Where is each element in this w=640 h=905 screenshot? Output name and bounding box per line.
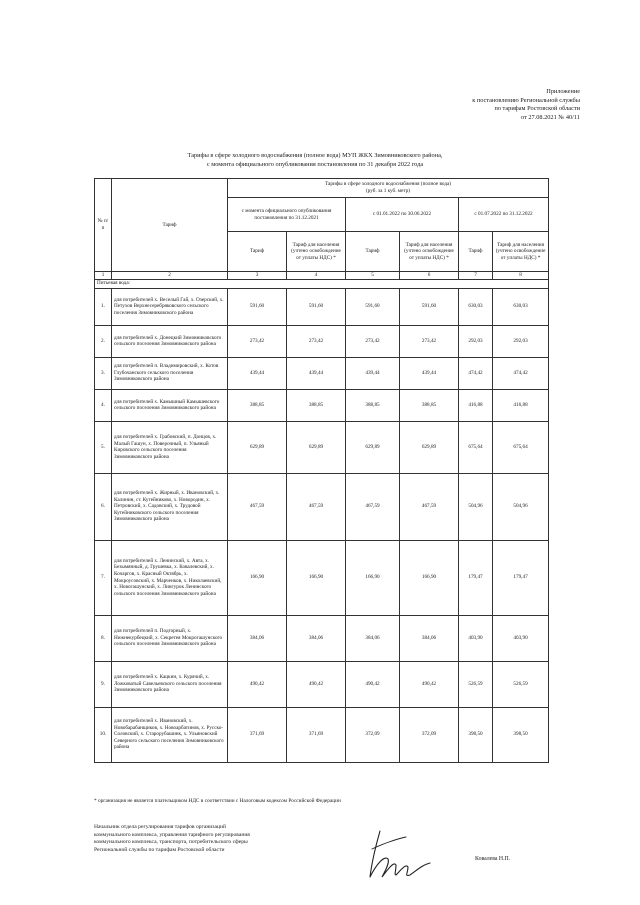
tariff-value: 591,60 — [400, 288, 459, 325]
col-index: 1 — [95, 272, 112, 280]
table-row — [95, 540, 549, 615]
tariff-value: 388,85 — [228, 389, 287, 421]
header-population-3: Тариф для населения (учтено освобождение от уплаты НДС) * — [493, 232, 549, 272]
table-body — [95, 288, 549, 762]
tariff-value: 490,42 — [228, 661, 287, 707]
row-description: для потребителей х. Жирный, х. Ивановский, х. Калинин, ст. Кутейниково, х. Новородин, х. Петровский, х. Садовский, х. Трудовой Кутейниковского сельского поселения Зимовниковского района — [112, 473, 228, 540]
tariff-value: 384,06 — [346, 615, 400, 661]
tariff-value: 273,42 — [400, 325, 459, 357]
tariff-value: 504,96 — [459, 473, 493, 540]
position-line: коммунального комплекса, транспорта, потребительского сферы — [94, 839, 248, 846]
header-group-title: Тарифы в сфере холодного водоснабжения (полное вода) — [325, 181, 452, 188]
row-number: 2. — [95, 325, 112, 357]
tariff-value: 467,59 — [287, 473, 346, 540]
tariff-value: 490,42 — [346, 661, 400, 707]
row-number: 10. — [95, 707, 112, 762]
row-number: 9. — [95, 661, 112, 707]
tariff-value: 388,85 — [400, 389, 459, 421]
footnote: * организация не является плательщиком НДС в соответствии с Налоговым кодексом Российской Федерации — [94, 798, 341, 804]
tariff-value: 490,42 — [400, 661, 459, 707]
position-line: Начальник отдела регулирования тарифов организаций — [94, 824, 226, 830]
table-row — [95, 661, 549, 707]
tariff-value: 292,03 — [493, 325, 549, 357]
position-line: коммунального комплекса, управления тарифного регулирования — [94, 831, 250, 838]
tariff-value: 179,47 — [493, 540, 549, 615]
col-index: 8 — [493, 272, 549, 280]
handwritten-signature — [366, 825, 436, 883]
section-label: Питьевая вода: — [95, 279, 549, 288]
tariff-value: 474,42 — [459, 357, 493, 389]
table-row — [95, 357, 549, 389]
tariff-value: 504,96 — [493, 473, 549, 540]
col-index: 5 — [346, 272, 400, 280]
header-tariff-2: Тариф — [346, 232, 400, 272]
col-index: 4 — [287, 272, 346, 280]
tariff-value: 630,03 — [493, 288, 549, 325]
tariff-value: 526,59 — [459, 661, 493, 707]
title-line-1: Тарифы в сфере холодного водоснабжения (полное вода) МУП ЖКХ Зимовниковского района, — [187, 152, 443, 159]
row-description: для потребителей х. Донецкий Зимовниковского сельского поселения Зимовниковского района — [112, 325, 228, 357]
col-index: 2 — [112, 272, 228, 280]
tariff-value: 398,50 — [493, 707, 549, 762]
signatory-name: Ковалева Н.П. — [475, 856, 511, 862]
row-description: для потребителей х. Веселый Гай, х. Озерский, х. Петухов Верхнесеребряковского сельского поселения Зимовниковского района — [112, 288, 228, 325]
header-period-3: с 01.07.2022 по 31.12.2022 — [459, 198, 549, 232]
row-description: для потребителей х. Ивановский, х. Новобарабанщиков, х. Новоарбатинов, х. Русско-Соловский, х. Старорубашинк, х. Ульяновский Северного сельского поселения Зимовниковского района — [112, 707, 228, 762]
tariff-value: 388,85 — [346, 389, 400, 421]
tariff-value: 630,03 — [459, 288, 493, 325]
col-index: 3 — [228, 272, 287, 280]
header-number: № п/п — [95, 179, 112, 272]
tariff-value: 591,60 — [287, 288, 346, 325]
header-tariff: Тариф — [112, 179, 228, 272]
tariff-value: 629,89 — [400, 421, 459, 473]
tariff-table — [94, 178, 549, 763]
row-number: 8. — [95, 615, 112, 661]
tariff-value: 416,88 — [493, 389, 549, 421]
document-title — [95, 152, 535, 170]
position-line: Региональной службы по тарифам Ростовской области — [94, 846, 225, 853]
row-number: 4. — [95, 389, 112, 421]
tariff-value: 467,59 — [400, 473, 459, 540]
tariff-value: 629,89 — [228, 421, 287, 473]
header-tariff-3: Тариф — [459, 232, 493, 272]
tariff-value: 166,90 — [346, 540, 400, 615]
table-row — [95, 389, 549, 421]
tariff-value: 273,42 — [228, 325, 287, 357]
table-row — [95, 473, 549, 540]
tariff-value: 467,59 — [346, 473, 400, 540]
row-description: для потребителей х. Камышный Камышевского сельского поселения Зимовниковского района — [112, 389, 228, 421]
tariff-value: 403,90 — [493, 615, 549, 661]
tariff-value: 629,89 — [287, 421, 346, 473]
tariff-value: 292,03 — [459, 325, 493, 357]
tariff-value: 439,44 — [400, 357, 459, 389]
tariff-value: 403,90 — [459, 615, 493, 661]
appendix-block — [472, 88, 580, 122]
appendix-line: Приложение — [546, 88, 580, 95]
title-line-2: с момента официального опубликования постановления по 31 декабря 2022 года — [206, 160, 424, 168]
tariff-value: 439,44 — [287, 357, 346, 389]
row-number: 3. — [95, 357, 112, 389]
row-description: для потребителей п. Подгорный, х. Нижнекурбецкий, х. Секретея Мокрогашунского сельского поселения Зимовниковского района — [112, 615, 228, 661]
tariff-value: 166,90 — [228, 540, 287, 615]
tariff-value: 526,59 — [493, 661, 549, 707]
col-index: 6 — [400, 272, 459, 280]
row-description: для потребителей х. Кацкин, х. Курячий, х. Ложковатый Савельевского сельского поселения Зимовниковского района — [112, 661, 228, 707]
row-number: 1. — [95, 288, 112, 325]
table-row — [95, 325, 549, 357]
tariff-value: 474,42 — [493, 357, 549, 389]
tariff-value: 166,90 — [287, 540, 346, 615]
tariff-value: 384,06 — [228, 615, 287, 661]
tariff-value: 384,06 — [287, 615, 346, 661]
tariff-value: 384,06 — [400, 615, 459, 661]
appendix-line: по тарифам Ростовской области — [494, 105, 580, 113]
tariff-value: 371,69 — [228, 707, 287, 762]
tariff-value: 439,44 — [228, 357, 287, 389]
header-tariff-1: Тариф — [228, 232, 287, 272]
row-number: 6. — [95, 473, 112, 540]
row-description: для потребителей х. Грабовский, п. Донцов, х. Малый Гашун, х. Поверочный, п. Ульяный Кировского сельского поселения Зимовниковского района — [112, 421, 228, 473]
appendix-line: к постановлению Региональной службы — [472, 96, 580, 104]
tariff-value: 388,85 — [287, 389, 346, 421]
tariff-value: 372,09 — [400, 707, 459, 762]
row-description: для потребителей п. Владимировский, х. Котов Глубочанского сельского поселения Зимовниковского района — [112, 357, 228, 389]
tariff-value: 273,42 — [287, 325, 346, 357]
header-period-2: с 01.01.2022 по 30.06.2022 — [346, 198, 459, 232]
table-row — [95, 707, 549, 762]
table-row — [95, 288, 549, 325]
row-description: для потребителей х. Ленинский, х. Авта, х. Безымянный, д. Грушевка, х. Ковалевский, х. Кочаргов, х. Красный Октябрь, х. Мокроусовский, х. Марченков, х. Николаевский, х. Новогашунский, х. Лингурок Ленинского сельского поселения Зимовниковского района — [112, 540, 228, 615]
header-group — [228, 179, 549, 198]
col-index: 7 — [459, 272, 493, 280]
tariff-value: 179,47 — [459, 540, 493, 615]
tariff-value: 591,60 — [228, 288, 287, 325]
tariff-value: 490,42 — [287, 661, 346, 707]
header-period-1: с момента официального опубликования постановления по 31.12.2021 — [228, 198, 346, 232]
tariff-value: 398,50 — [459, 707, 493, 762]
tariff-value: 675,64 — [459, 421, 493, 473]
tariff-value: 675,64 — [493, 421, 549, 473]
tariff-value: 416,88 — [459, 389, 493, 421]
tariff-value: 371,69 — [287, 707, 346, 762]
tariff-value: 629,89 — [346, 421, 400, 473]
header-population-1: Тариф для населения (учтено освобождение от уплаты НДС) * — [287, 232, 346, 272]
table-row — [95, 421, 549, 473]
header-population-2: Тариф для населения (учтено освобождение от уплаты НДС) * — [400, 232, 459, 272]
signatory-position — [94, 824, 314, 854]
tariff-value: 467,59 — [228, 473, 287, 540]
row-number: 5. — [95, 421, 112, 473]
tariff-value: 166,90 — [400, 540, 459, 615]
table-row — [95, 615, 549, 661]
tariff-value: 372,09 — [346, 707, 400, 762]
row-number: 7. — [95, 540, 112, 615]
tariff-value: 591,60 — [346, 288, 400, 325]
tariff-value: 273,42 — [346, 325, 400, 357]
tariff-value: 439,44 — [346, 357, 400, 389]
header-group-unit: (руб. за 1 куб. метр) — [366, 188, 411, 194]
appendix-line: от 27.08.2021 № 40/11 — [521, 113, 580, 121]
